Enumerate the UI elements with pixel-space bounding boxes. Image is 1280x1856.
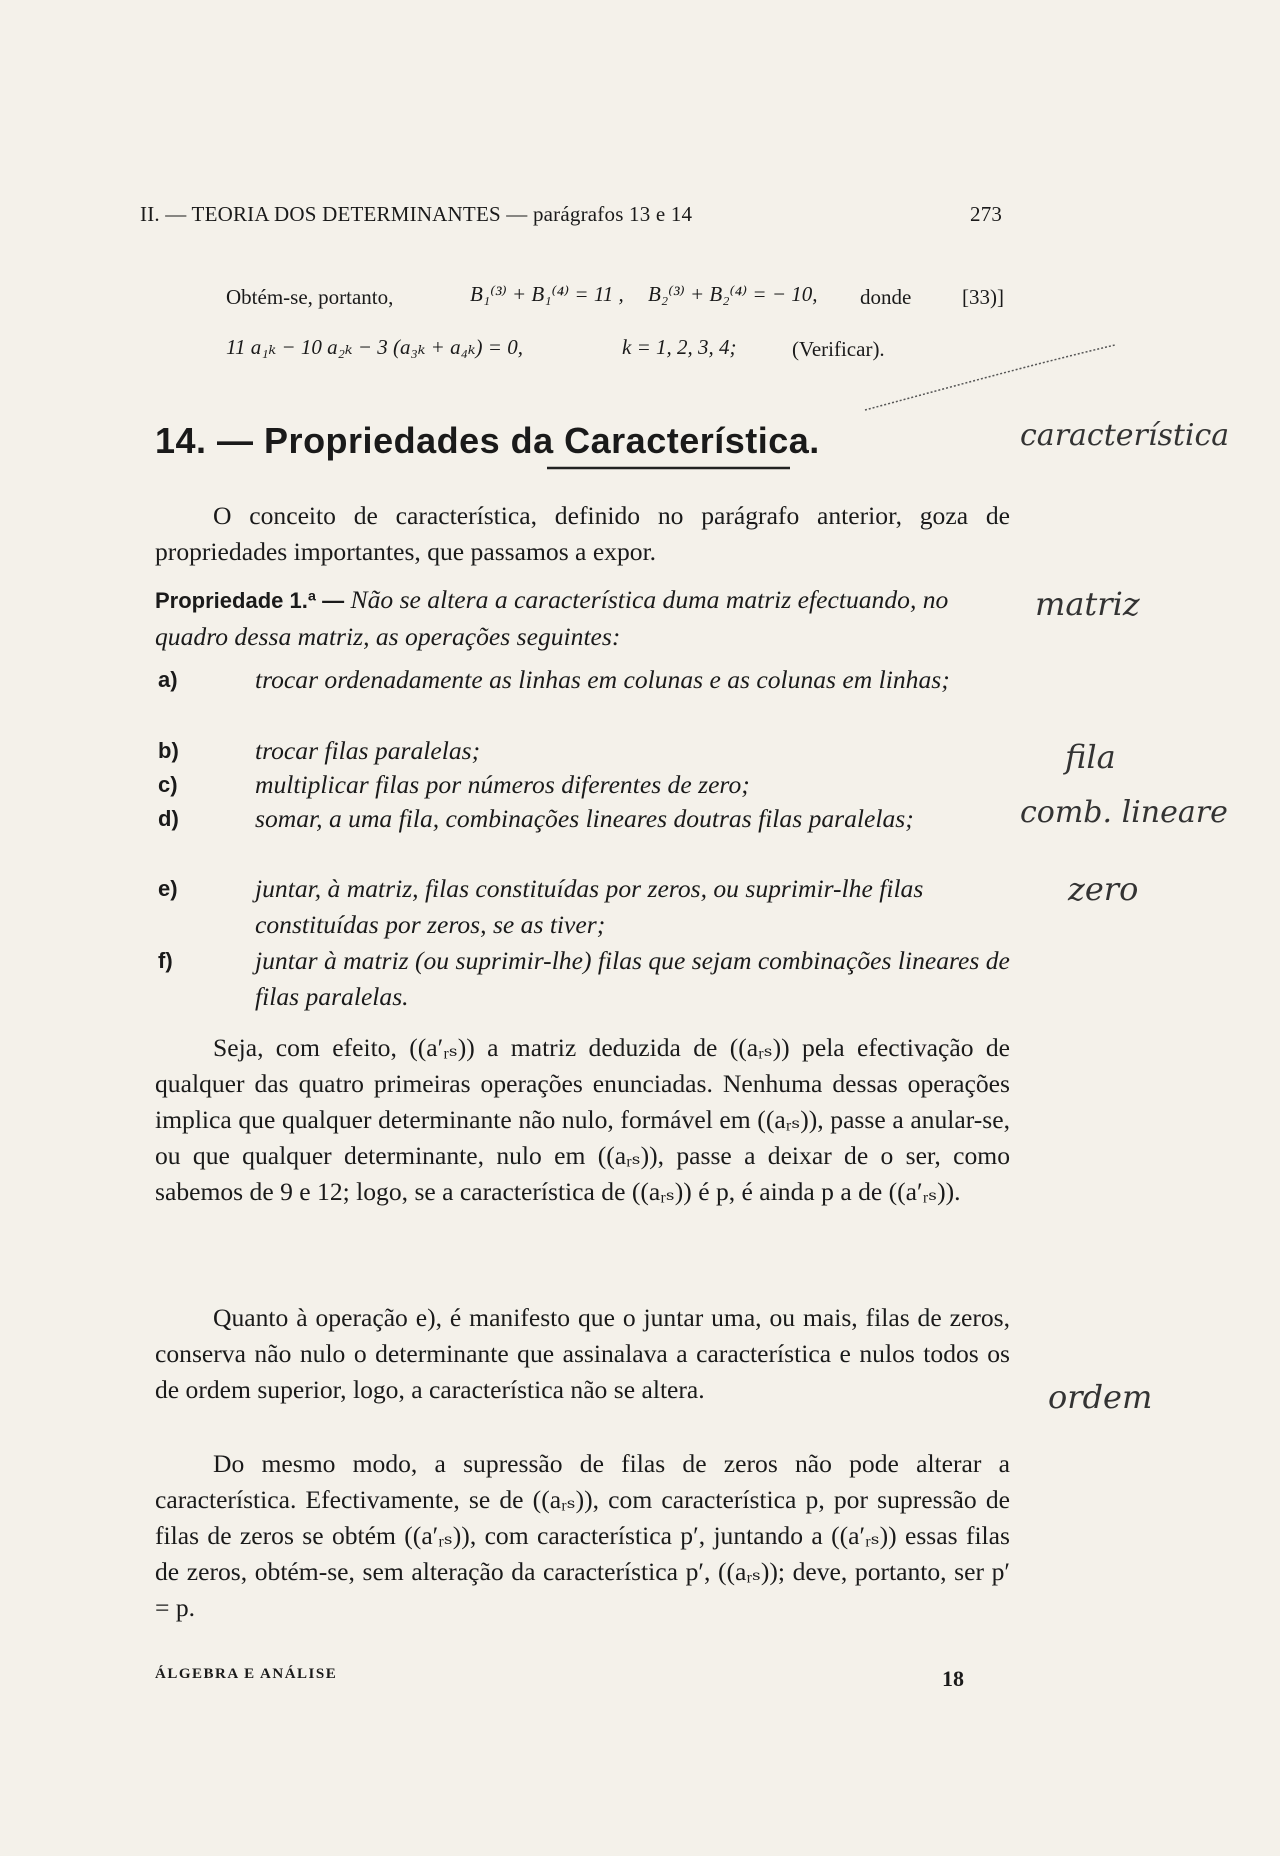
handwritten-note-ordem: ordem xyxy=(1048,1378,1153,1416)
eq-prefix: Obtém-se, portanto, xyxy=(226,285,394,309)
item-c: multiplicar filas por números diferentes de zero; xyxy=(255,770,750,799)
section-title: 14. — Propriedades da Característica. xyxy=(155,420,820,461)
chapter-heading: II. — TEORIA DOS DETERMINANTES — parágrafos 13 e 14 xyxy=(140,202,693,226)
item-f: juntar à matriz (ou suprimir-lhe) filas que sejam combinações lineares de filas paralelas. xyxy=(255,946,1010,1011)
footer-sheet-number: 18 xyxy=(942,1666,964,1691)
handwritten-note-fila: fila xyxy=(1065,738,1116,776)
handwritten-note-caracteristica: característica xyxy=(1020,418,1230,453)
item-label: f) xyxy=(158,948,173,973)
handwritten-note-zero: zero xyxy=(1068,870,1139,908)
eq-donde: donde xyxy=(860,285,912,309)
item-a: trocar ordenadamente as linhas em colunas e as colunas em linhas; xyxy=(255,665,950,694)
item-d: somar, a uma fila, combinações lineares doutras filas paralelas; xyxy=(255,804,914,833)
footer-book-title: ÁLGEBRA E ANÁLISE xyxy=(155,1666,338,1682)
title-underline xyxy=(545,464,795,472)
item-label: d) xyxy=(158,806,179,831)
eq-k-values: k = 1, 2, 3, 4; xyxy=(622,335,737,359)
property-label: Propriedade 1.ª — xyxy=(155,588,345,613)
item-label: e) xyxy=(158,876,178,901)
equation-line-1 xyxy=(226,285,393,310)
handwritten-note-matriz: matriz xyxy=(1035,585,1140,623)
eq-reference: [33)] xyxy=(962,285,1004,309)
page-number: 273 xyxy=(970,202,1003,226)
item-label: b) xyxy=(158,738,179,763)
eq-b1-sum: B₁⁽³⁾ + B₁⁽⁴⁾ = 11 , xyxy=(470,282,624,306)
paragraph-seja: Seja, com efeito, ((a′ᵣₛ)) a matriz deduzida de ((aᵣₛ)) pela efectivação de qualquer das quatro primeiras operações enunciadas. Nenhuma dessas operações implica que qualquer determinante não nulo, formável em ((aᵣₛ)), passe a anular-se, ou que qualquer determinante, nulo em ((aᵣₛ)), passe a deixar de o ser, como sabemos de 9 e 12; logo, se a característica de ((aᵣₛ)) é p, é ainda p a de ((a′ᵣₛ)). xyxy=(155,1033,1010,1206)
property-statement xyxy=(155,582,1010,655)
equation-line-2: 11 a₁ₖ − 10 a₂ₖ − 3 (a₃ₖ + a₄ₖ) = 0, xyxy=(226,335,523,359)
intro-paragraph: O conceito de característica, definido no parágrafo anterior, goza de propriedades importantes, que passamos a expor. xyxy=(155,501,1010,566)
eq-verify: (Verificar). xyxy=(792,337,885,361)
item-label: a) xyxy=(158,667,178,692)
eq-b2-sum: B₂⁽³⁾ + B₂⁽⁴⁾ = − 10, xyxy=(648,282,818,306)
running-header xyxy=(140,202,692,227)
pencil-stroke xyxy=(860,340,1120,420)
paragraph-do-mesmo-modo: Do mesmo modo, a supressão de filas de zeros não pode alterar a característica. Efectivamente, se de ((aᵣₛ)), com característica p, por supressão de filas de zeros se obtém ((a′ᵣₛ)), com característica p′, juntando a ((a′ᵣₛ)) essas filas de zeros, obtém-se, sem alteração da característica p′, ((aᵣₛ)); deve, portanto, ser p′ = p. xyxy=(155,1449,1010,1622)
item-b: trocar filas paralelas; xyxy=(255,736,481,765)
item-label: c) xyxy=(158,772,178,797)
property-text: Não se altera a característica duma matriz efectuando, no quadro dessa matriz, as operações seguintes: xyxy=(155,585,949,651)
item-e: juntar, à matriz, filas constituídas por zeros, ou suprimir-lhe filas constituídas por zeros, se as tiver; xyxy=(255,874,924,939)
paragraph-quanto: Quanto à operação e), é manifesto que o juntar uma, ou mais, filas de zeros, conserva não nulo o determinante que assinalava a característica e nulos todos os de ordem superior, logo, a característica não se altera. xyxy=(155,1303,1010,1404)
handwritten-note-comb-lineare: comb. lineare xyxy=(1020,795,1228,830)
